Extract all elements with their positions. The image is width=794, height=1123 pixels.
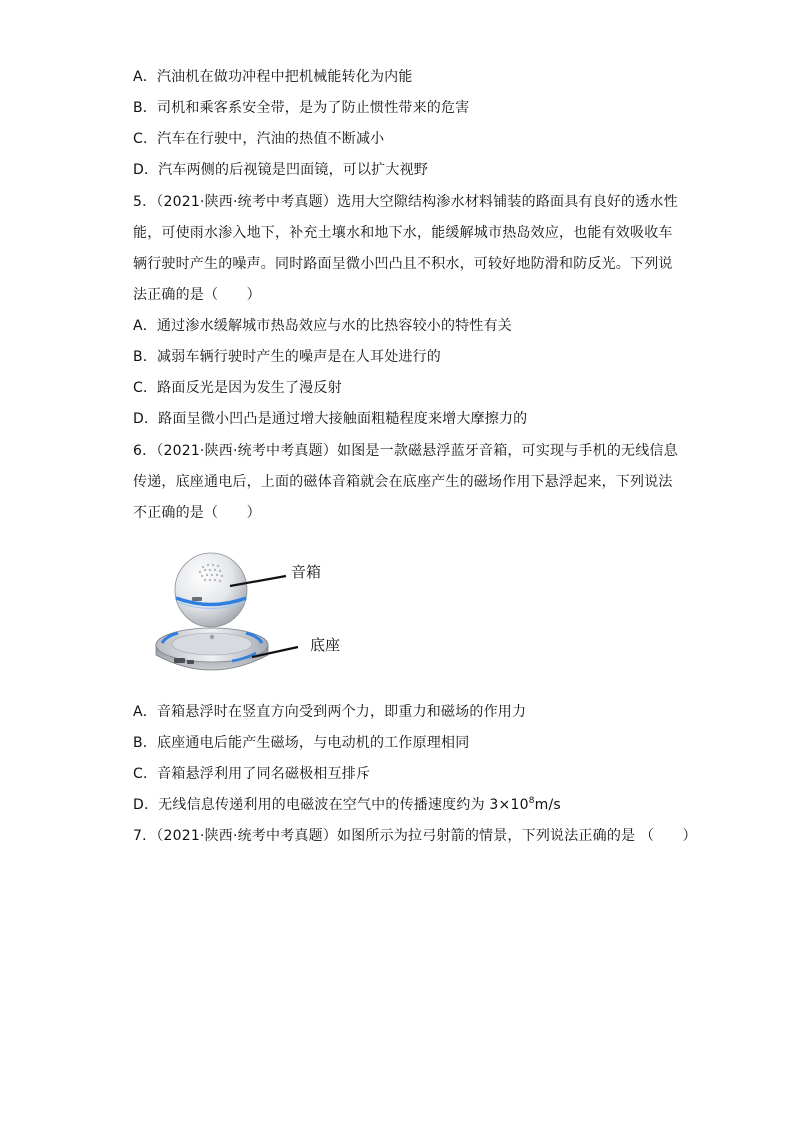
q6-option-d-unit: m/s bbox=[534, 797, 561, 813]
q5-option-d: D．路面呈微小凹凸是通过增大接触面粗糙程度来增大摩擦力的 bbox=[133, 411, 528, 427]
q5-stem-line-4: 法正确的是（ ） bbox=[133, 287, 261, 303]
q6-stem-line-3: 不正确的是（ ） bbox=[133, 505, 261, 521]
q6-option-d bbox=[133, 795, 561, 815]
speaker-base bbox=[156, 628, 268, 670]
q6-option-c: C．音箱悬浮利用了同名磁极相互排斥 bbox=[133, 766, 371, 782]
q5-option-b: B．减弱车辆行驶时产生的噪声是在人耳处进行的 bbox=[133, 349, 442, 365]
speaker-illustration bbox=[148, 545, 358, 685]
q4-option-c: C．汽车在行驶中，汽油的热值不断减小 bbox=[133, 131, 385, 147]
q6-option-a: A．音箱悬浮时在竖直方向受到两个力，即重力和磁场的作用力 bbox=[133, 704, 527, 720]
q6-stem-line-1: 6．（2021·陕西·统考中考真题）如图是一款磁悬浮蓝牙音箱，可实现与手机的无线信息 bbox=[133, 443, 678, 459]
q5-stem-line-1: 5．（2021·陕西·统考中考真题）选用大空隙结构渗水材料铺装的路面具有良好的透水性 bbox=[133, 194, 678, 210]
q5-stem-line-2: 能，可使雨水渗入地下，补充土壤水和地下水，能缓解城市热岛效应，也能有效吸收车 bbox=[133, 225, 673, 241]
q6-option-d-exponent: 8 bbox=[528, 796, 535, 806]
q5-option-c: C．路面反光是因为发生了漫反射 bbox=[133, 380, 342, 396]
q4-option-d: D．汽车两侧的后视镜是凹面镜，可以扩大视野 bbox=[133, 162, 428, 178]
q4-option-b: B．司机和乘客系安全带，是为了防止惯性带来的危害 bbox=[133, 100, 470, 116]
base-label: 底座 bbox=[310, 636, 341, 654]
q6-stem-line-2: 传递，底座通电后，上面的磁体音箱就会在底座产生的磁场作用下悬浮起来，下列说法 bbox=[133, 474, 673, 490]
q5-option-a: A．通过渗水缓解城市热岛效应与水的比热容较小的特性有关 bbox=[133, 318, 512, 334]
q6-option-b: B．底座通电后能产生磁场，与电动机的工作原理相同 bbox=[133, 735, 470, 751]
q5-stem-line-3: 辆行驶时产生的噪声。同时路面呈微小凹凸且不积水，可较好地防滑和防反光。下列说 bbox=[133, 256, 673, 272]
speaker-label: 音箱 bbox=[291, 563, 322, 581]
q7-stem: 7．（2021·陕西·统考中考真题）如图所示为拉弓射箭的情景，下列说法正确的是 （ ） bbox=[133, 828, 697, 844]
speaker-ball bbox=[175, 553, 247, 627]
q4-option-a: A．汽油机在做功冲程中把机械能转化为内能 bbox=[133, 69, 413, 85]
levitating-speaker-figure bbox=[148, 545, 358, 685]
q6-option-d-text: D．无线信息传递利用的电磁波在空气中的传播速度约为 3×10 bbox=[133, 797, 529, 813]
